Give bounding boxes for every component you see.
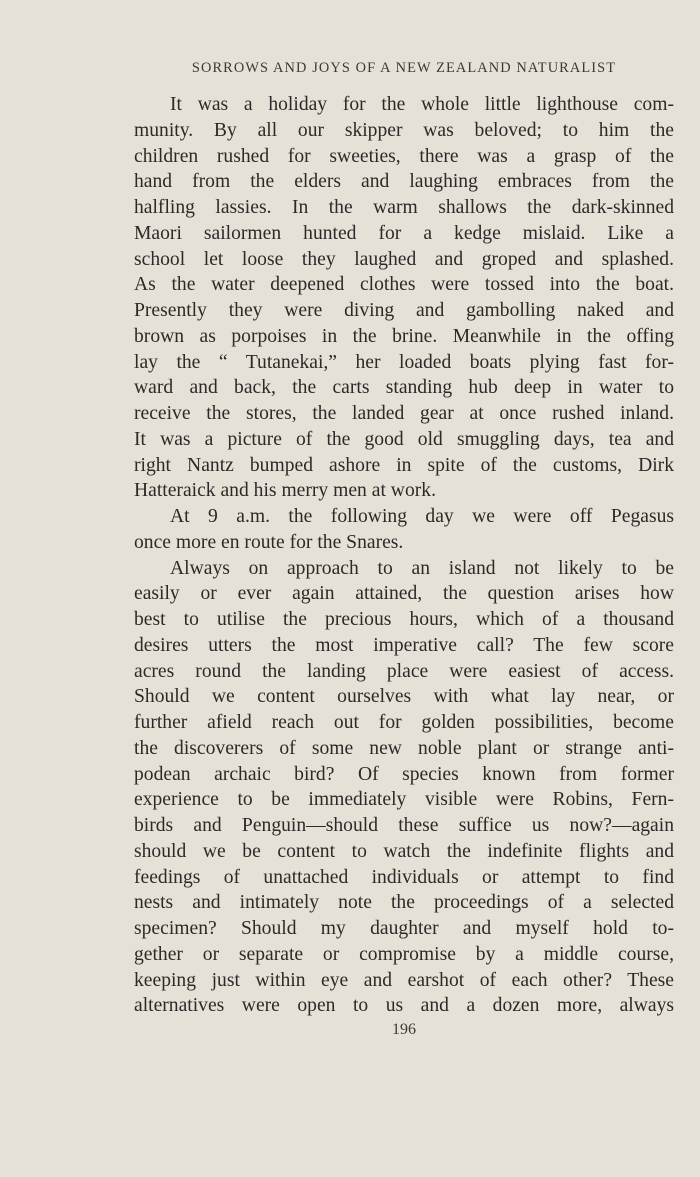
text-line: children rushed for sweeties, there was a grasp of the xyxy=(134,145,674,167)
text-line: alternatives were open to us and a dozen more, always xyxy=(134,995,674,1017)
text-line: feedings of unattached individuals or attempt to find xyxy=(134,866,674,888)
paragraph-1 xyxy=(134,92,674,504)
text-line: Maori sailormen hunted for a kedge mislaid. Like a xyxy=(134,222,674,244)
paragraph-3 xyxy=(134,556,674,1020)
text-line: the discoverers of some new noble plant or strange anti- xyxy=(134,737,674,759)
text-line: It was a holiday for the whole little lighthouse com- xyxy=(170,94,674,115)
text-line: experience to be immediately visible were Robins, Fern- xyxy=(134,789,674,811)
text-line: birds and Penguin—should these suffice us now?—again xyxy=(134,815,674,836)
text-line: Hatteraick and his merry men at work. xyxy=(134,480,436,502)
text-line: ward and back, the carts standing hub deep in water to xyxy=(134,377,674,399)
text-line: receive the stores, the landed gear at once rushed inland. xyxy=(134,403,674,424)
text-line: As the water deepened clothes were tossed into the boat. xyxy=(134,274,674,296)
text-line: At 9 a.m. the following day we were off Pegasus xyxy=(170,506,674,527)
text-line: right Nantz bumped ashore in spite of the customs, Dirk xyxy=(134,454,674,476)
text-line: acres round the landing place were easiest of access. xyxy=(134,660,674,682)
text-line: It was a picture of the good old smuggling days, tea and xyxy=(134,428,674,450)
text-line: best to utilise the precious hours, which of a thousand xyxy=(134,609,674,630)
text-line: Should we content ourselves with what lay near, or xyxy=(134,686,674,708)
text-line: specimen? Should my daughter and myself hold to- xyxy=(134,918,674,939)
text-line: lay the “ Tutanekai,” her loaded boats plying fast for- xyxy=(134,351,674,373)
text-line: desires utters the most imperative call? The few score xyxy=(134,634,674,656)
text-line: should we be content to watch the indefinite flights and xyxy=(134,840,674,862)
text-line: nests and intimately note the proceedings of a selected xyxy=(134,892,674,914)
text-line: hand from the elders and laughing embraces from the xyxy=(134,171,674,193)
body-text xyxy=(134,92,674,1019)
text-line: munity. By all our skipper was beloved; to him the xyxy=(134,119,674,141)
text-line: gether or separate or compromise by a middle course, xyxy=(134,943,674,965)
text-line: halfling lassies. In the warm shallows the dark-skinned xyxy=(134,197,674,218)
text-line: keeping just within eye and earshot of each other? These xyxy=(134,969,674,991)
text-line: brown as porpoises in the brine. Meanwhile in the offing xyxy=(134,325,674,347)
text-line: once more en route for the Snares. xyxy=(134,531,404,553)
text-line: podean archaic bird? Of species known from former xyxy=(134,763,674,785)
paragraph-2 xyxy=(134,504,674,556)
text-line: Presently they were diving and gambolling naked and xyxy=(134,300,674,321)
running-head: SORROWS AND JOYS OF A NEW ZEALAND NATURALIST xyxy=(191,60,617,76)
page-number: 196 xyxy=(392,1021,416,1038)
text-line: school let loose they laughed and groped and splashed. xyxy=(134,248,674,270)
text-line: further afield reach out for golden possibilities, become xyxy=(134,712,674,733)
text-line: Always on approach to an island not likely to be xyxy=(170,557,674,579)
text-line: easily or ever again attained, the question arises how xyxy=(134,583,674,605)
